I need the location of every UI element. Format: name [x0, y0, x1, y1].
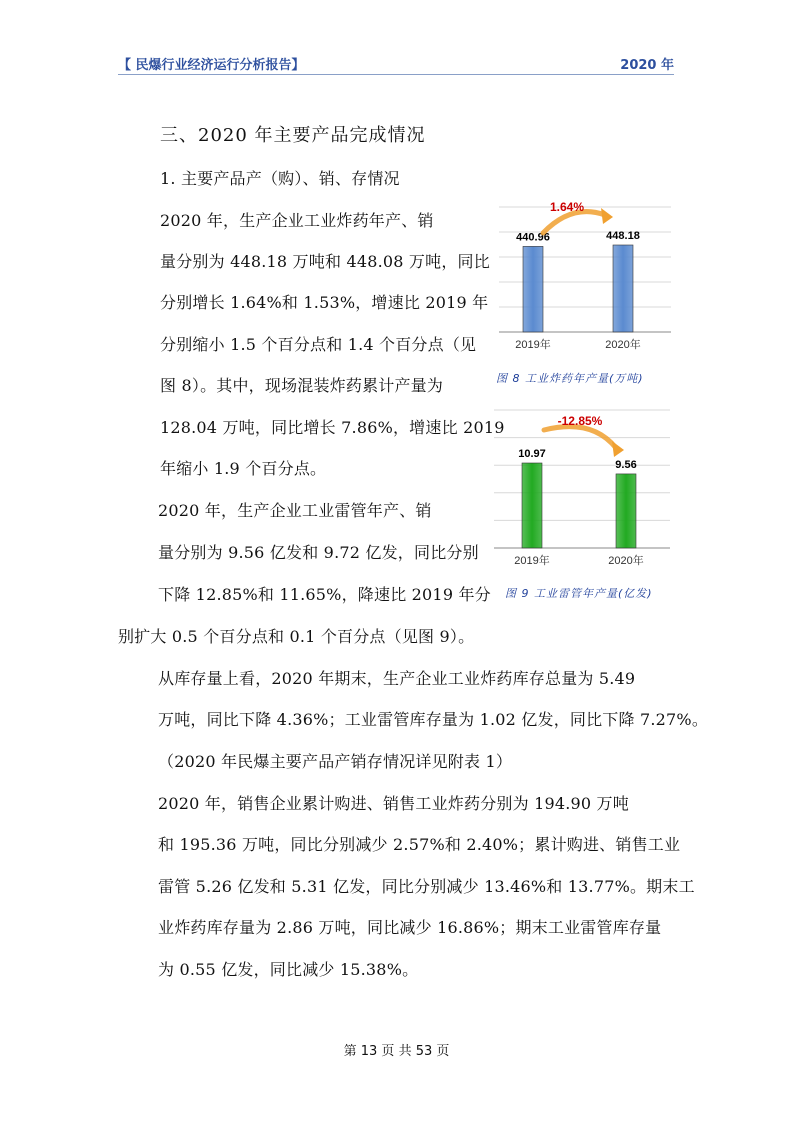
paragraph-line: 分别缩小 1.5 个百分点和 1.4 个百分点（见 [160, 335, 477, 354]
page-number: 第 13 页 共 53 页 [343, 1044, 450, 1059]
paragraph-line: 业炸药库存量为 2.86 万吨，同比减少 16.86%；期末工业雷管库存量 [158, 918, 662, 937]
section-title: 三、2020 年主要产品完成情况 [160, 125, 426, 146]
page-header [118, 52, 674, 75]
trend-arrowhead [601, 208, 613, 224]
figure-9-caption: 图 9 工业雷管年产量(亿发) [505, 587, 653, 600]
paragraph-line: 年缩小 1.9 个百分点。 [160, 459, 327, 478]
paragraph-line: 128.04 万吨，同比增长 7.86%，增速比 2019 [160, 418, 505, 437]
bar [616, 474, 636, 548]
change-label: -12.85% [557, 414, 603, 428]
subsection-heading: 1. 主要产品产（购）、销、存情况 [160, 169, 400, 188]
paragraph-line: 下降 12.85%和 11.65%，降速比 2019 年分 [158, 585, 491, 604]
data-label: 10.97 [518, 448, 546, 460]
report-title: 【 民爆行业经济运行分析报告】 [118, 58, 305, 73]
figure-8-caption: 图 8 工业炸药年产量(万吨) [496, 372, 644, 385]
change-label: 1.64% [549, 200, 585, 214]
tick-label: 2020年 [605, 339, 641, 351]
paragraph-line: 分别增长 1.64%和 1.53%，增速比 2019 年 [160, 293, 489, 312]
bar [522, 463, 542, 548]
paragraph-line: 雷管 5.26 亿发和 5.31 亿发，同比分别减少 13.46%和 13.77%。期末工 [158, 877, 695, 896]
paragraph-line: 为 0.55 亿发，同比减少 15.38%。 [158, 960, 419, 979]
trend-arrowhead [612, 441, 624, 457]
paragraph-line: 量分别为 448.18 万吨和 448.08 万吨，同比 [160, 252, 490, 271]
tick-label: 2019年 [515, 339, 551, 351]
bar [523, 246, 543, 332]
paragraph-line: 2020 年，生产企业工业炸药年产、销 [160, 211, 434, 230]
tick-label: 2020年 [608, 555, 644, 567]
paragraph-line: 量分别为 9.56 亿发和 9.72 亿发，同比分别 [158, 543, 479, 562]
data-label: 9.56 [615, 458, 637, 471]
bar [613, 245, 633, 332]
trend-arrow [543, 212, 605, 233]
report-year: 2020 年 [620, 58, 674, 73]
paragraph-line: （2020 年民爆主要产品产销存情况详见附表 1） [158, 752, 513, 771]
explosives-production-chart [497, 193, 673, 363]
paragraph-line: 万吨，同比下降 4.36%；工业雷管库存量为 1.02 亿发，同比下降 7.27%。 [158, 710, 709, 729]
paragraph-line: 2020 年，销售企业累计购进、销售工业炸药分别为 194.90 万吨 [158, 794, 629, 813]
data-label: 440.96 [516, 231, 550, 244]
paragraph-line: 和 195.36 万吨，同比分别减少 2.57%和 2.40%；累计购进、销售工业 [158, 835, 681, 854]
paragraph-line: 图 8）。其中，现场混装炸药累计产量为 [160, 376, 444, 395]
data-label: 448.18 [606, 230, 640, 242]
paragraph-line: 别扩大 0.5 个百分点和 0.1 个百分点（见图 9）。 [118, 627, 475, 646]
tick-label: 2019年 [514, 555, 550, 567]
paragraph-line: 2020 年，生产企业工业雷管年产、销 [158, 501, 432, 520]
paragraph-line: 从库存量上看，2020 年期末，生产企业工业炸药库存总量为 5.49 [158, 669, 636, 688]
detonators-production-chart [492, 408, 672, 578]
